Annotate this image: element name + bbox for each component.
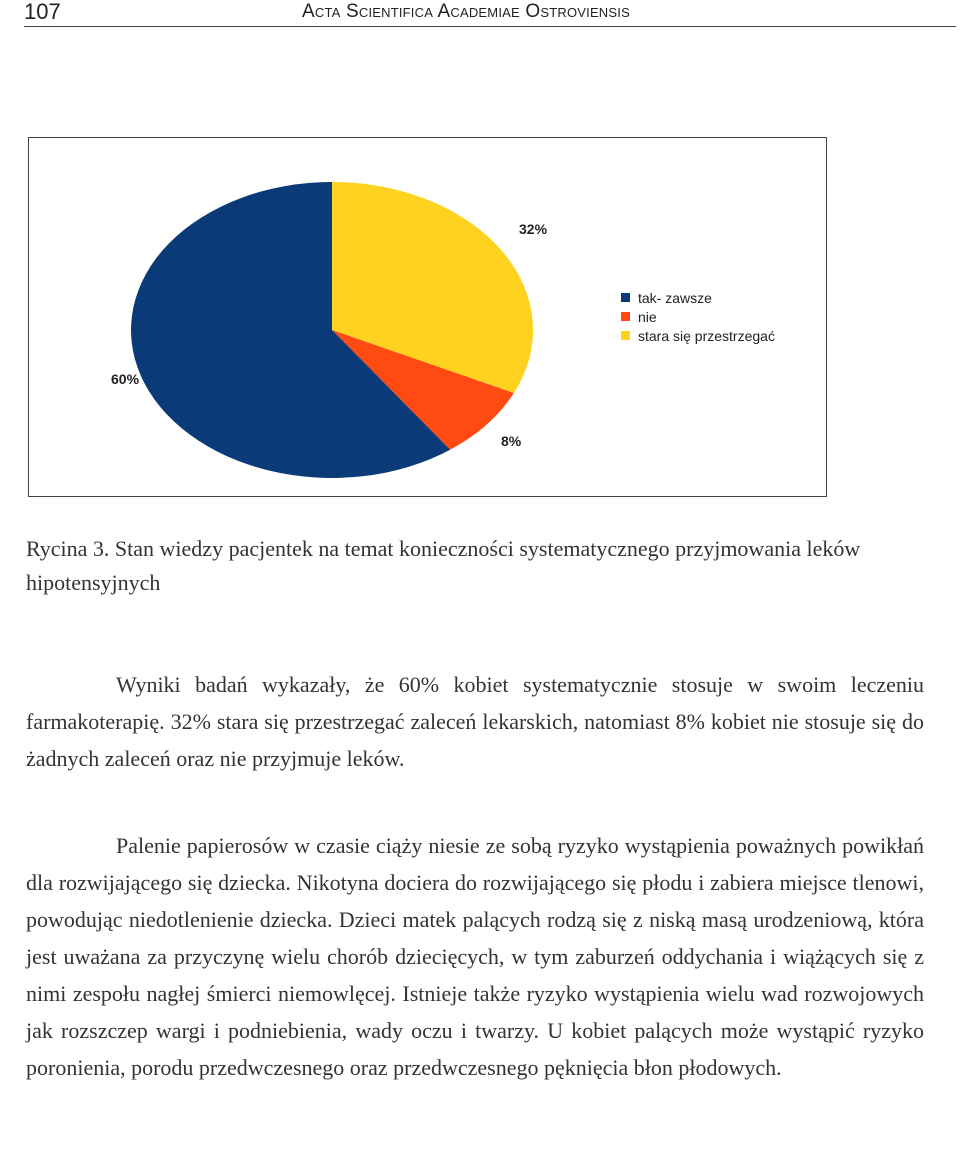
legend-swatch: [621, 312, 630, 321]
legend-label: nie: [638, 308, 657, 325]
journal-title: Acta Scientifica Academiae Ostroviensis: [302, 1, 630, 22]
legend-item: [621, 326, 775, 345]
pie-data-label: 32%: [519, 221, 548, 237]
page-number: 107: [24, 0, 61, 24]
legend-item: [621, 307, 775, 326]
pie-data-label: 60%: [111, 371, 140, 387]
chart-legend: [621, 288, 775, 345]
body-paragraph: [26, 827, 924, 1086]
legend-item: [621, 288, 775, 307]
legend-swatch: [621, 331, 630, 340]
page-header: [24, 0, 956, 27]
legend-swatch: [621, 293, 630, 302]
figure-chart: [28, 137, 827, 497]
body-paragraph: [26, 666, 924, 777]
paragraph-text: Palenie papierosów w czasie ciąży niesie ze sobą ryzyko wystąpienia poważnych powikłań dla rozwijającego się dziecka. Nikotyna dociera do rozwijającego się płodu i zabiera miejsce tlenowi, powodując niedotlenienie dziecka. Dzieci matek palących rodzą się z niską masą urodzeniową, która jest uważana za przyczynę wielu chorób dziecięcych, w tym zaburzeń oddychania i wiążących się z nimi zespołu nagłej śmierci niemowlęcej. Istnieje także ryzyko wystąpienia wielu wad rozwojowych jak rozszczep wargi i podniebienia, wady oczu i twarzy. U kobiet palących może wystąpić ryzyko poronienia, porodu przedwczesnego oraz przedwczesnego pęknięcia błon płodowych.: [26, 833, 924, 1080]
legend-label: stara się przestrzegać: [638, 327, 775, 344]
figure-caption: Rycina 3. Stan wiedzy pacjentek na temat konieczności systematycznego przyjmowania leków hipotensyjnych: [26, 536, 861, 595]
legend-label: tak- zawsze: [638, 289, 712, 306]
paragraph-text: Wyniki badań wykazały, że 60% kobiet systematycznie stosuje w swoim leczeniu farmakoterapię. 32% stara się przestrzegać zaleceń lekarskich, natomiast 8% kobiet nie stosuje się do żadnych zaleceń oraz nie przyjmuje leków.: [26, 672, 924, 771]
pie-data-label: 8%: [501, 433, 522, 449]
